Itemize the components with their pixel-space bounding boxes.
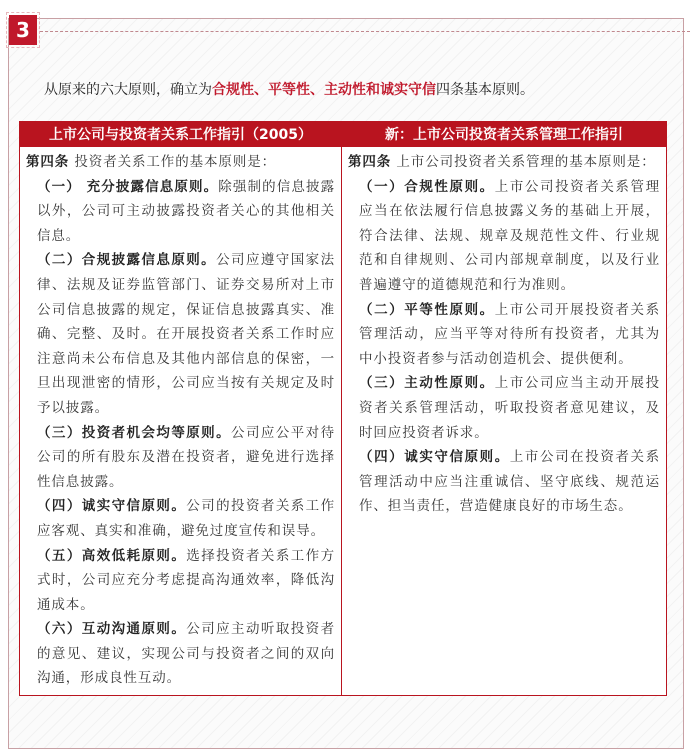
old-principle-6-lead: （六）互动沟通原则。: [37, 621, 187, 638]
old-guideline-cell: [20, 147, 342, 696]
new-principle-1-lead: （一）合规性原则。: [359, 178, 495, 195]
table-header-row: [20, 122, 667, 147]
new-principle-3-lead: （三）主动性原则。: [359, 375, 495, 392]
table-row: [20, 147, 667, 696]
old-principle-3-lead: （三）投资者机会均等原则。: [37, 424, 232, 441]
new-principle-1-text: 上市公司投资者关系管理应当在依法履行信息披露义务的基础上开展，符合法律、法规、规章及规范性文件、行业规范和自律规则、公司内部规章制度，以及行业普遍遵守的道德规范和行为准则。: [359, 178, 660, 293]
comparison-table: [19, 121, 667, 696]
new-principle-1: [348, 175, 660, 298]
old-principle-2-lead: （二）合规披露信息原则。: [37, 252, 217, 269]
old-principle-3-text: 公司应公平对待公司的所有股东及潜在投资者，避免进行选择性信息披露。: [37, 424, 335, 490]
new-principle-4: [348, 445, 660, 519]
new-guideline-cell: [342, 147, 667, 696]
intro-text: [44, 80, 664, 100]
old-article-title: 第四条: [26, 154, 70, 170]
intro-highlight: 合规性、平等性、主动性和诚实守信: [212, 82, 436, 98]
old-principle-1: [26, 175, 335, 249]
new-article-text: 上市公司投资者关系管理的基本原则是：: [391, 154, 656, 170]
intro-suffix: 四条基本原则。: [436, 82, 534, 98]
header-old-guideline: 上市公司与投资者关系工作指引（2005）: [20, 122, 342, 147]
new-article-heading: [348, 150, 660, 175]
old-principle-1-text: 除强制的信息披露以外，公司可主动披露投资者关心的其他相关信息。: [37, 178, 336, 244]
new-principle-4-text: 上市公司在投资者关系管理活动中应当注重诚信、坚守底线、规范运作、担当责任，营造健康良好的市场生态。: [359, 449, 661, 515]
new-article-title: 第四条: [348, 154, 392, 170]
old-principle-1-lead: （一） 充分披露信息原则。: [37, 178, 219, 195]
new-principle-3: [348, 371, 660, 445]
section-number-badge: 3: [9, 15, 37, 45]
header-new-guideline: 新：上市公司投资者关系管理工作指引: [342, 122, 667, 147]
old-principle-5-text: 选择投资者关系工作方式时，公司应充分考虑提高沟通效率，降低沟通成本。: [37, 547, 336, 613]
old-principle-4-text: 公司的投资者关系工作应客观、真实和准确，避免过度宣传和误导。: [37, 498, 336, 539]
old-principle-3: [26, 421, 335, 495]
new-principle-2-lead: （二）平等性原则。: [359, 301, 495, 318]
new-principle-3-text: 上市公司应当主动开展投资者关系管理活动，听取投资者意见建议，及时回应投资者诉求。: [359, 375, 660, 441]
old-principle-5: [26, 544, 335, 618]
old-principle-4: [26, 494, 335, 543]
old-principle-6-text: 公司应主动听取投资者的意见、建议，实现公司与投资者之间的双向沟通，形成良性互动。: [37, 621, 336, 687]
new-principle-2-text: 上市公司开展投资者关系管理活动，应当平等对待所有投资者，尤其为中小投资者参与活动创造机会、提供便利。: [359, 301, 660, 367]
old-article-heading: [26, 150, 335, 175]
old-principle-4-lead: （四）诚实守信原则。: [37, 498, 187, 515]
new-principle-4-lead: （四）诚实守信原则。: [359, 449, 510, 466]
intro-prefix: 从原来的六大原则，确立为: [44, 82, 212, 98]
old-article-text: 投资者关系工作的基本原则是：: [69, 154, 276, 170]
old-principle-6: [26, 617, 335, 691]
old-principle-2: [26, 248, 335, 420]
panel-top-border: [40, 31, 690, 32]
old-principle-2-text: 公司应遵守国家法律、法规及证券监管部门、证券交易所对上市公司信息披露的规定，保证信息披露真实、准确、完整、及时。在开展投资者关系工作时应注意尚未公布信息及其他内部信息的保密，一旦出现泄密的情形，公司应当按有关规定及时予以披露。: [37, 252, 335, 416]
new-principle-2: [348, 298, 660, 372]
old-principle-5-lead: （五）高效低耗原则。: [37, 547, 187, 564]
